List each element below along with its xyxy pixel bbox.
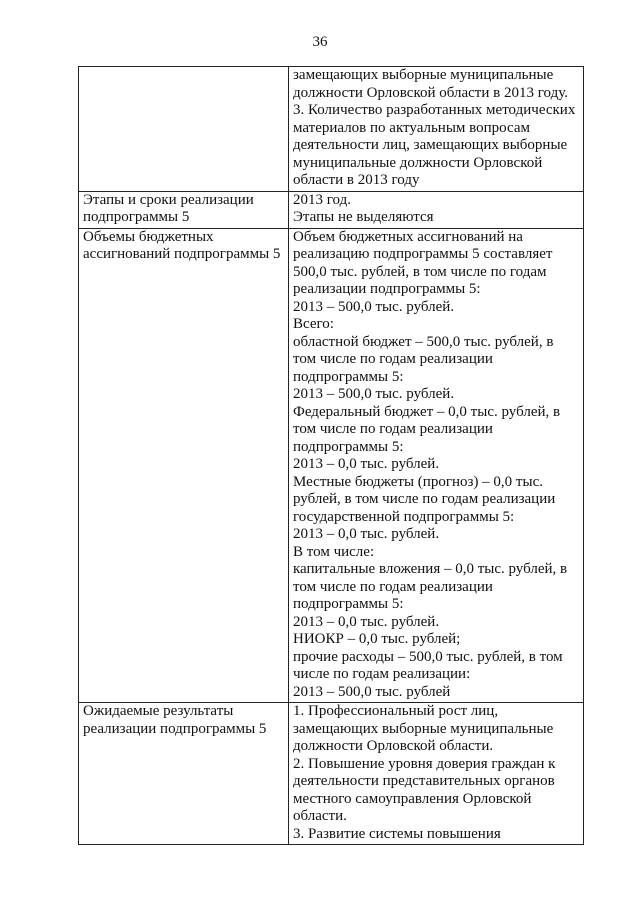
row-content-line: числе по годам реализации:	[293, 666, 471, 682]
row-content-line: 2013 – 500,0 тыс. рублей	[293, 683, 451, 700]
row-label-line: Ожидаемые результаты	[83, 703, 234, 719]
row-content-cell	[289, 67, 584, 192]
row-content-line: том числе по годам реализации	[293, 578, 493, 595]
row-content-line: подпрограммы 5:	[293, 596, 404, 612]
row-content-line: муниципальные должности Орловской	[293, 154, 543, 171]
row-content-line: 2013 – 500,0 тыс. рублей.	[293, 386, 455, 402]
table-row	[79, 191, 584, 228]
row-content-line: деятельности лиц, замещающих выборные	[293, 137, 568, 153]
row-label-cell	[79, 191, 289, 228]
row-label-cell	[79, 67, 289, 192]
row-content-line: подпрограммы 5:	[293, 438, 404, 455]
row-content-line: 500,0 тыс. рублей, в том числе по годам	[293, 263, 547, 280]
table-row	[79, 67, 584, 192]
row-content-line: замещающих выборные муниципальные	[293, 720, 554, 737]
row-content-line: должности Орловской области.	[293, 738, 494, 754]
row-content-line: 3. Количество разработанных методических	[293, 102, 576, 118]
row-content-line: рублей, в том числе по годам реализации	[293, 491, 556, 507]
row-content-line: 2. Повышение уровня доверия граждан к	[293, 755, 556, 772]
row-label-line: реализации подпрограммы 5	[83, 720, 267, 737]
row-content-line: 2013 – 0,0 тыс. рублей.	[293, 456, 440, 472]
row-content-line: В том числе:	[293, 543, 375, 560]
row-content-line: реализации подпрограммы 5:	[293, 281, 481, 297]
row-content-line: Всего:	[293, 316, 334, 332]
row-label-line: ассигнований подпрограммы 5	[83, 246, 281, 262]
page-number: 36	[312, 34, 328, 50]
row-content-line: государственной подпрограммы 5:	[293, 508, 515, 525]
row-content-line: замещающих выборные муниципальные	[293, 67, 554, 83]
row-content-line: том числе по годам реализации	[293, 421, 493, 437]
row-content-line: 2013 год.	[293, 191, 351, 208]
row-content-line: том числе по годам реализации	[293, 351, 493, 367]
row-label-cell	[79, 228, 289, 703]
passport-table	[78, 66, 584, 845]
row-content-line: 2013 – 0,0 тыс. рублей.	[293, 613, 440, 630]
row-content-line: Объем бюджетных ассигнований на	[293, 228, 523, 245]
table-row	[79, 228, 584, 703]
row-label-cell	[79, 703, 289, 845]
row-content-line: капитальные вложения – 0,0 тыс. рублей, в	[293, 561, 568, 577]
row-content-line: деятельности представительных органов	[293, 773, 555, 789]
row-content-line: 1. Профессиональный рост лиц,	[293, 703, 499, 719]
row-content-line: области.	[293, 808, 347, 824]
row-content-line: местного самоуправления Орловской	[293, 790, 532, 807]
row-content-line: реализацию подпрограммы 5 составляет	[293, 246, 553, 262]
row-content-line: Федеральный бюджет – 0,0 тыс. рублей, в	[293, 403, 561, 420]
row-content-line: области в 2013 году	[293, 172, 420, 188]
row-content-cell	[289, 703, 584, 845]
row-label-line: Этапы и сроки реализации	[83, 191, 254, 208]
row-content-line: материалов по актуальным вопросам	[293, 119, 531, 136]
row-content-line: прочие расходы – 500,0 тыс. рублей, в том	[293, 648, 563, 665]
table-row	[79, 703, 584, 845]
row-content-line: НИОКР – 0,0 тыс. рублей;	[293, 631, 461, 647]
row-content-line: подпрограммы 5:	[293, 368, 404, 385]
row-content-cell	[289, 228, 584, 703]
row-content-line: Этапы не выделяются	[293, 209, 434, 225]
row-content-cell	[289, 191, 584, 228]
row-label-line: подпрограммы 5	[83, 209, 190, 225]
row-content-line: 2013 – 500,0 тыс. рублей.	[293, 298, 455, 315]
row-content-line: 2013 – 0,0 тыс. рублей.	[293, 526, 440, 542]
row-content-line: Местные бюджеты (прогноз) – 0,0 тыс.	[293, 473, 543, 490]
row-content-line: 3. Развитие системы повышения	[293, 825, 501, 842]
row-content-line: областной бюджет – 500,0 тыс. рублей, в	[293, 333, 554, 350]
row-content-line: должности Орловской области в 2013 году.	[293, 84, 568, 101]
row-label-line: Объемы бюджетных	[83, 228, 214, 245]
